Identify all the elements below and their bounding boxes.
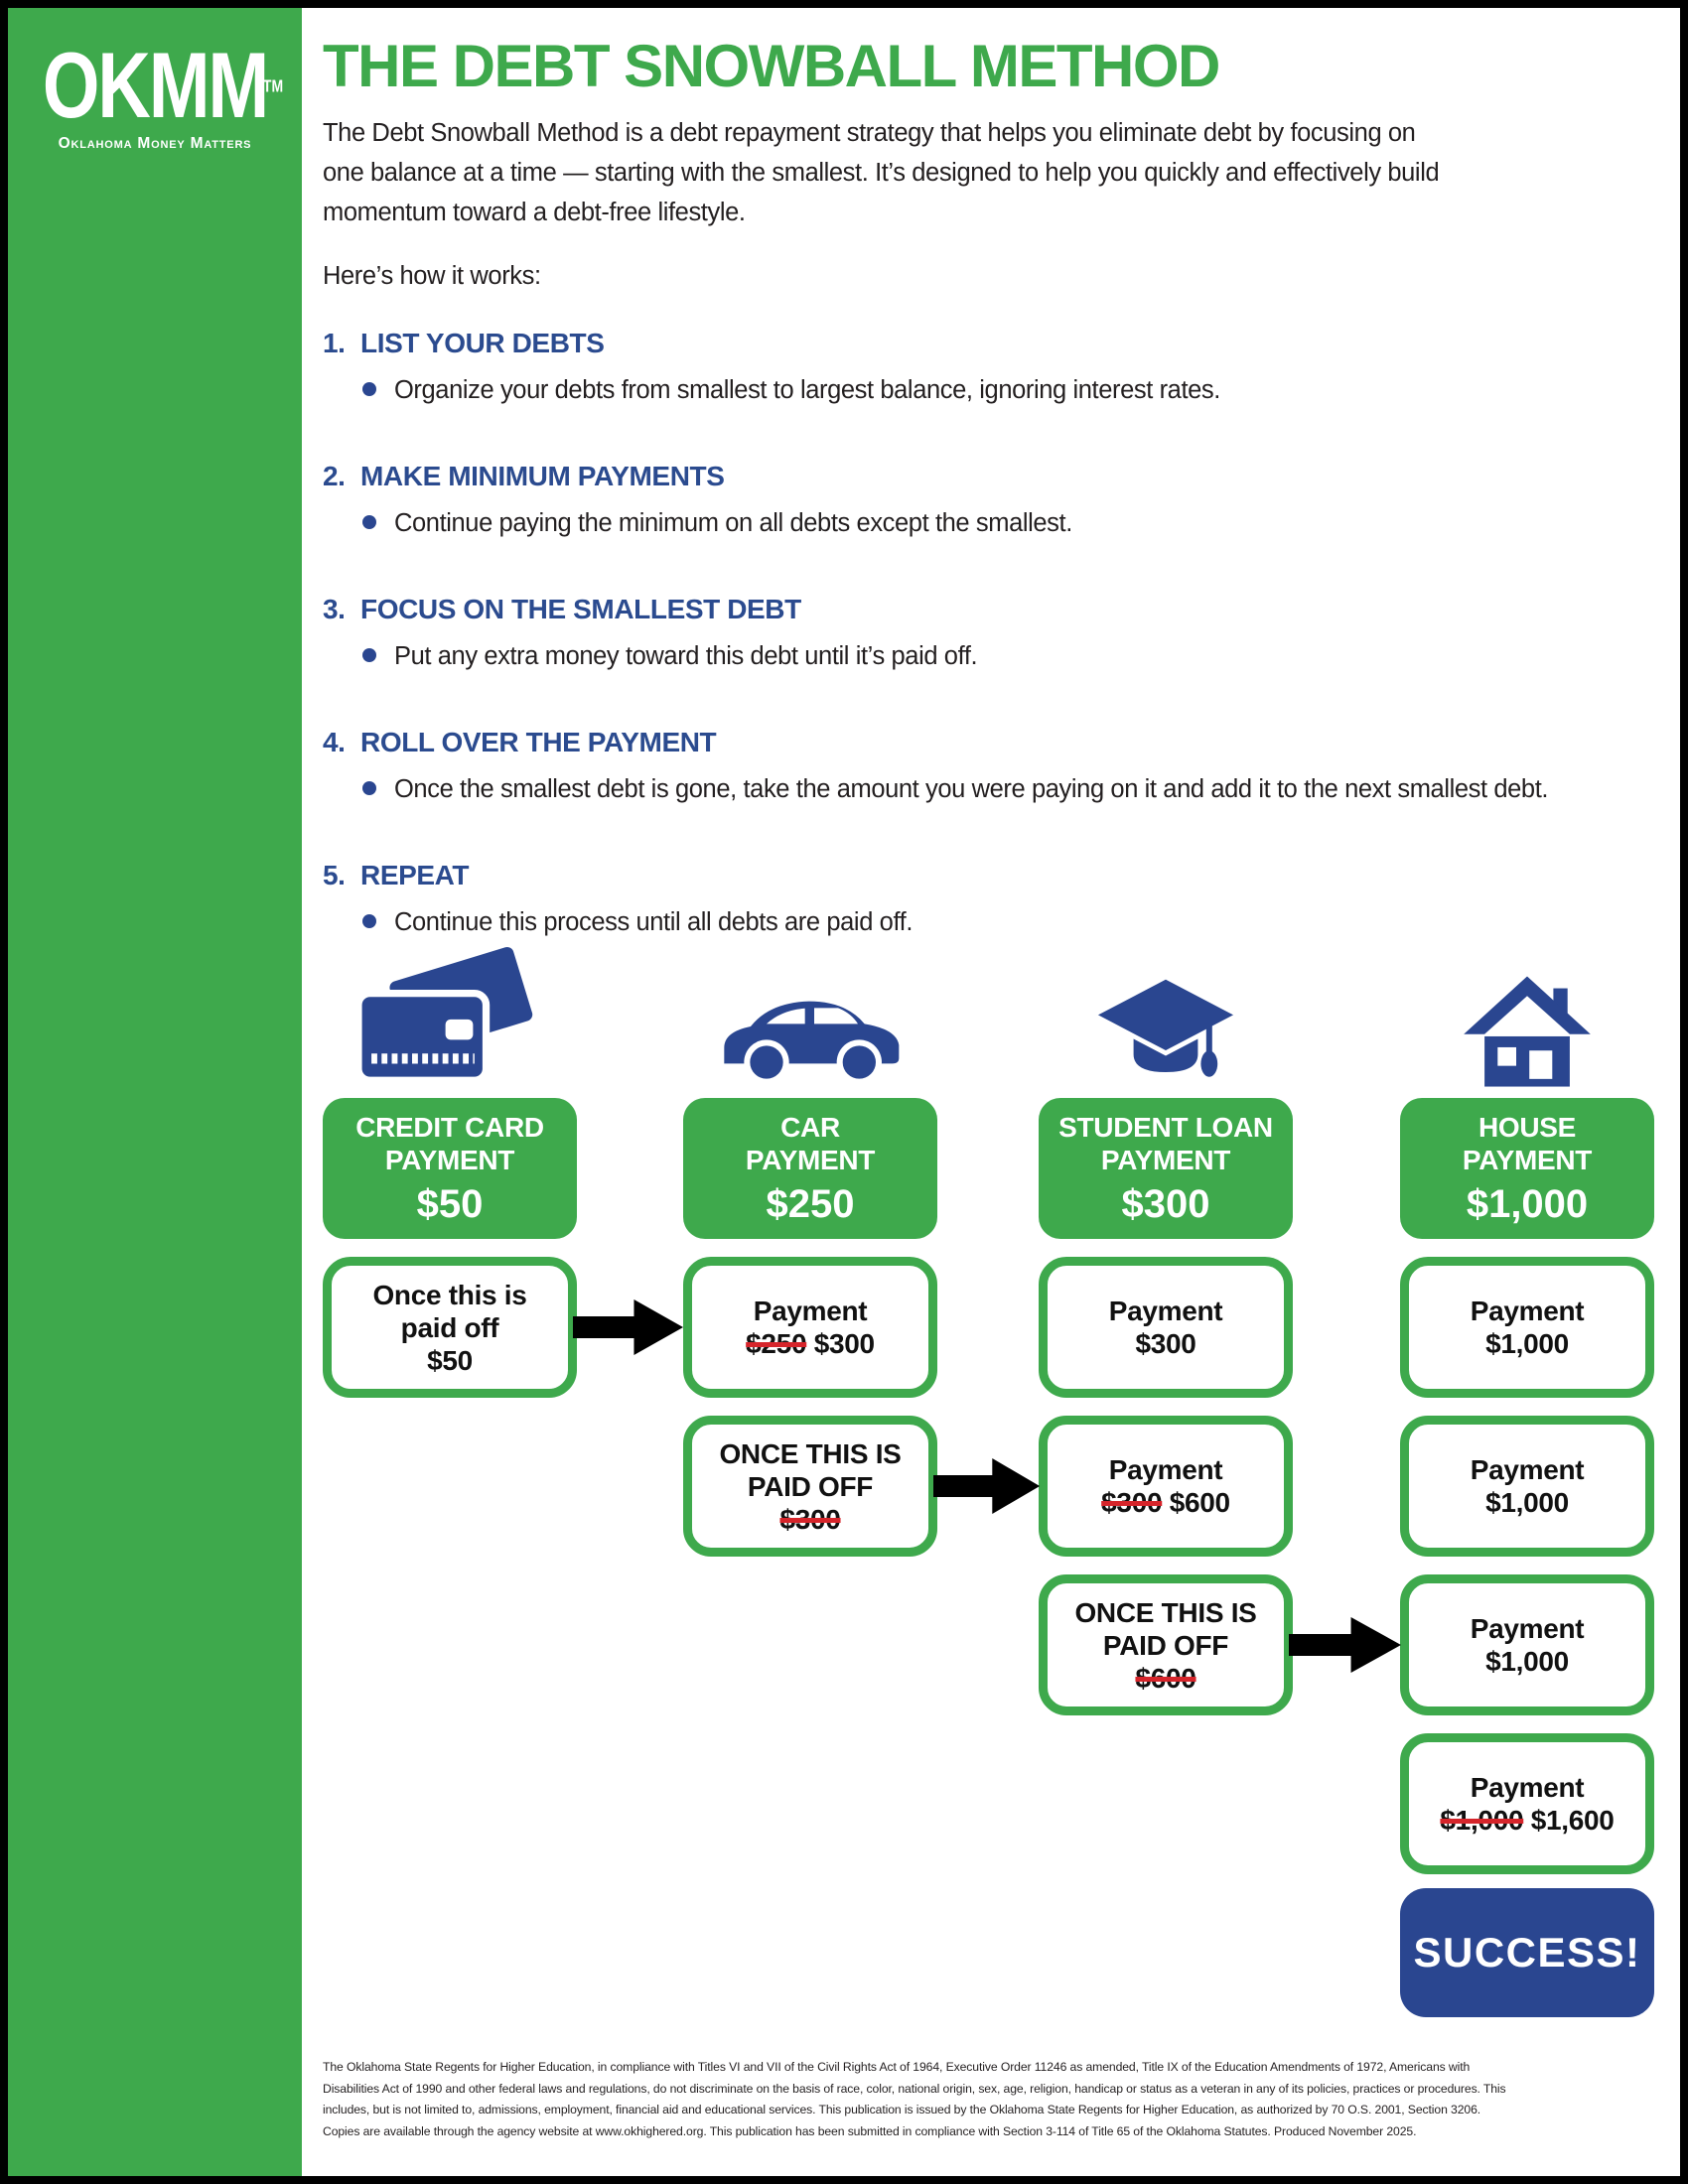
flow-box-student-payment-2: [1039, 1416, 1293, 1557]
arrow-right-icon: [933, 1454, 1043, 1518]
step-heading: [323, 457, 1665, 496]
legal-disclaimer-line: includes, but is not limited to, admissions, employment, financial aid and educational services. This publication is issued by the Oklahoma State Regents for Higher Education, as authorized by 70 O.S. 2001, Section 3206.: [323, 2103, 1481, 2116]
flow-box-line: ONCE THIS IS: [1074, 1596, 1257, 1628]
flow-box-amount: $1,000: [1485, 1328, 1569, 1359]
step-bullet-text: Put any extra money toward this debt until it’s paid off.: [394, 642, 978, 670]
flow-box-house-payment-1: [1400, 1257, 1654, 1398]
debt-header-amount: $50: [416, 1182, 484, 1226]
flow-box-line: Payment: [1108, 1296, 1223, 1326]
flow-box-house-payment-3: [1400, 1574, 1654, 1715]
okmm-logo-wordmark: [42, 32, 284, 138]
step-number: 5.: [323, 860, 346, 890]
step-bullet: [323, 767, 1665, 811]
debt-header-label: PAYMENT: [1462, 1145, 1593, 1175]
flow-box-amount: [746, 1327, 875, 1360]
success-label: SUCCESS!: [1413, 1929, 1641, 1976]
flow-box-line: Payment: [1470, 1454, 1585, 1485]
intro-line: The Debt Snowball Method is a debt repayment strategy that helps you eliminate debt by focusing on: [323, 119, 1416, 147]
step-bullet: [323, 368, 1665, 412]
debt-header-house: [1400, 1098, 1654, 1239]
step-bullet-text: Continue this process until all debts are paid off.: [394, 908, 914, 936]
legal-disclaimer: [323, 2057, 1675, 2142]
flow-box-line: Once this is: [372, 1279, 527, 1310]
step-title: ROLL OVER THE PAYMENT: [360, 727, 717, 757]
step-item-2: [323, 457, 1665, 545]
house-icon: [1400, 929, 1654, 1090]
flow-box-car-payment: [683, 1257, 937, 1398]
flow-box-car-paid-off: [683, 1416, 937, 1557]
old-amount-strikethrough: $600: [1135, 1662, 1196, 1694]
flow-box-amount: [779, 1503, 840, 1536]
flow-box-line: PAID OFF: [747, 1470, 874, 1502]
step-number: 3.: [323, 594, 346, 624]
flow-box-amount: $1,000: [1485, 1646, 1569, 1677]
intro-line: momentum toward a debt-free lifestyle.: [323, 199, 746, 226]
legal-disclaimer-line: Copies are available through the agency website at www.okhighered.org. This publication has been submitted in compliance with Section 3-114 of Title 65 of the Oklahoma Statutes. Produced November 2025.: [323, 2123, 1417, 2138]
debt-header-amount: $1,000: [1466, 1182, 1589, 1226]
debt-header-label: STUDENT LOAN: [1058, 1112, 1273, 1143]
old-amount-strikethrough: $300: [1101, 1487, 1163, 1518]
step-heading: [323, 324, 1665, 363]
car-icon: [683, 929, 937, 1090]
step-bullet: [323, 634, 1665, 678]
intro-paragraph: [323, 113, 1665, 232]
okmm-logo-tagline: Oklahoma Money Matters: [58, 135, 252, 152]
flow-box-amount: [1440, 1804, 1614, 1837]
flow-box-line: PAID OFF: [1102, 1629, 1229, 1661]
flow-box-line: Payment: [1108, 1454, 1223, 1485]
flow-box-house-payment-4: [1400, 1733, 1654, 1874]
flow-box-amount: $300: [1135, 1328, 1196, 1359]
debt-header-label: CREDIT CARD: [355, 1112, 544, 1143]
debt-header-car: [683, 1098, 937, 1239]
old-amount-strikethrough: $1,000: [1440, 1805, 1524, 1836]
okmm-logo-text: OKMM: [42, 32, 268, 138]
legal-disclaimer-line: Disabilities Act of 1990 and other federal laws and regulations, do not discriminate on the basis of race, color, national origin, sex, age, religion, handicap or status as a veteran in any of its policies, practices or procedures. This: [323, 2081, 1506, 2096]
step-bullet-text: Continue paying the minimum on all debts except the smallest.: [394, 509, 1072, 537]
legal-disclaimer-line: The Oklahoma State Regents for Higher Education, in compliance with Titles VI and VII of the Civil Rights Act of 1964, Executive Order 11246 as amended, Title IX of the Education Amendments of 1972, Americans with: [323, 2060, 1471, 2074]
flow-box-student-payment-1: [1039, 1257, 1293, 1398]
debt-header-credit-card: [323, 1098, 577, 1239]
flow-box-line: Payment: [753, 1296, 868, 1326]
flow-box-amount: [1101, 1486, 1230, 1519]
step-heading: [323, 590, 1665, 629]
step-heading: [323, 723, 1665, 762]
step-bullet-text: Organize your debts from smallest to largest balance, ignoring interest rates.: [394, 376, 1220, 404]
new-amount: $600: [1169, 1487, 1230, 1518]
debt-header-label: PAYMENT: [384, 1145, 515, 1175]
old-amount-strikethrough: $300: [779, 1503, 841, 1535]
debt-header-amount: $300: [1121, 1182, 1210, 1226]
flow-box-credit-paid-off: [323, 1257, 577, 1398]
flow-box-line: paid off: [400, 1311, 499, 1343]
flow-box-line: ONCE THIS IS: [719, 1437, 902, 1469]
new-amount: $300: [813, 1328, 875, 1359]
flow-box-house-payment-2: [1400, 1416, 1654, 1557]
step-title: MAKE MINIMUM PAYMENTS: [360, 461, 725, 491]
steps-list: [323, 324, 1665, 944]
credit-card-icon: [323, 929, 577, 1090]
how-it-works-label: Here’s how it works:: [323, 262, 541, 290]
brand-sidebar: [8, 8, 302, 2176]
trademark-symbol: TM: [262, 75, 284, 96]
page-title: THE DEBT SNOWBALL METHOD: [323, 33, 1219, 99]
step-number: 2.: [323, 461, 346, 491]
success-banner: [1400, 1888, 1654, 2017]
step-heading: [323, 856, 1665, 895]
debt-header-student-loan: [1039, 1098, 1293, 1239]
flow-box-line: Payment: [1470, 1772, 1585, 1803]
step-number: 1.: [323, 328, 346, 358]
step-title: LIST YOUR DEBTS: [360, 328, 605, 358]
debt-header-label: HOUSE: [1477, 1112, 1577, 1143]
arrow-right-icon: [1289, 1613, 1404, 1677]
flow-box-amount: $1,000: [1485, 1487, 1569, 1518]
debt-header-label: PAYMENT: [745, 1145, 876, 1175]
okmm-logo: [8, 32, 302, 153]
step-item-1: [323, 324, 1665, 412]
main-text-column: [323, 8, 1665, 989]
flow-box-line: Payment: [1470, 1613, 1585, 1644]
arrow-right-icon: [573, 1296, 686, 1359]
bullet-dot-icon: [362, 515, 376, 529]
new-amount: $1,600: [1530, 1805, 1615, 1836]
step-title: FOCUS ON THE SMALLEST DEBT: [360, 594, 801, 624]
debt-header-label: PAYMENT: [1100, 1145, 1231, 1175]
bullet-dot-icon: [362, 648, 376, 662]
step-item-4: [323, 723, 1665, 811]
bullet-dot-icon: [362, 781, 376, 795]
debt-header-amount: $250: [766, 1182, 855, 1226]
step-bullet-text: Once the smallest debt is gone, take the amount you were paying on it and add it to the next smallest debt.: [394, 775, 1549, 803]
flow-box-student-paid-off: [1039, 1574, 1293, 1715]
flow-box-amount: [1135, 1662, 1196, 1695]
old-amount-strikethrough: $250: [746, 1328, 807, 1359]
step-number: 4.: [323, 727, 346, 757]
intro-line: one balance at a time — starting with the smallest. It’s designed to help you quickly and effectively build: [323, 159, 1440, 187]
bullet-dot-icon: [362, 382, 376, 396]
step-bullet: [323, 501, 1665, 545]
debt-header-label: CAR: [780, 1112, 840, 1143]
step-item-3: [323, 590, 1665, 678]
flow-box-line: Payment: [1470, 1296, 1585, 1326]
graduation-cap-icon: [1039, 929, 1293, 1090]
step-title: REPEAT: [360, 860, 470, 890]
flow-box-amount: $50: [427, 1344, 473, 1376]
bullet-dot-icon: [362, 914, 376, 928]
